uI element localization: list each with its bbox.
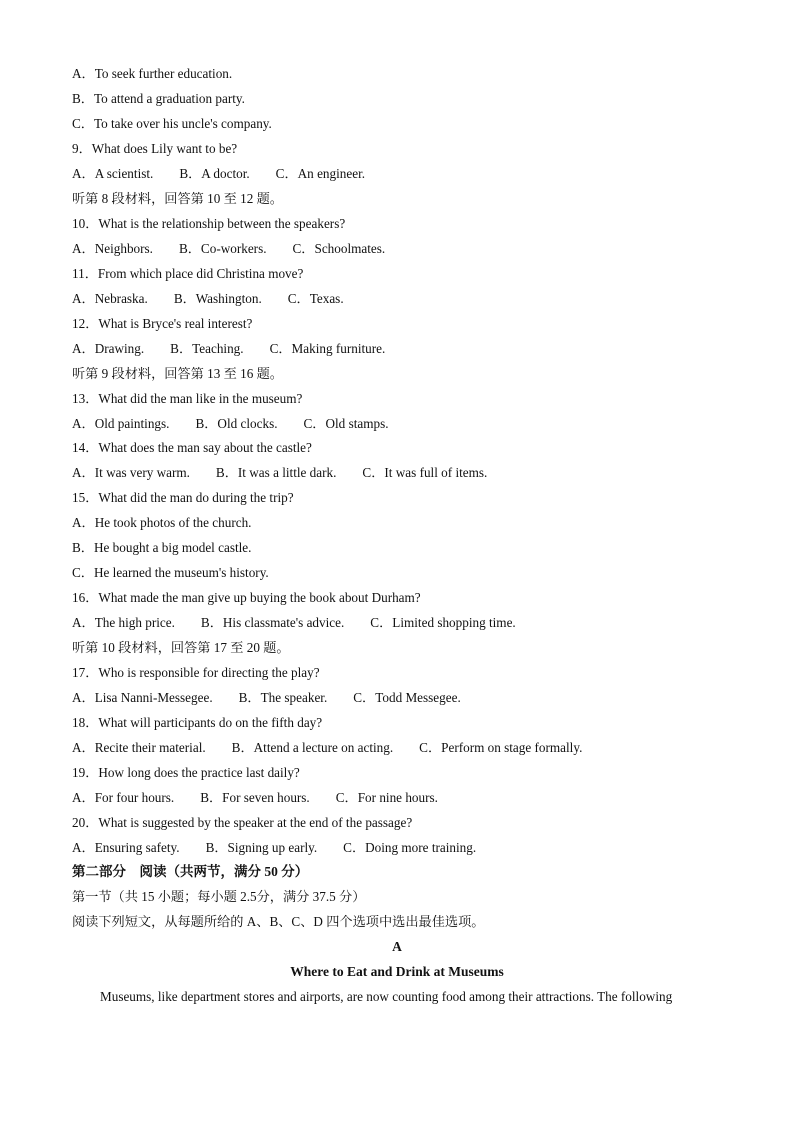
q14-stem: 14．What does the man say about the castle? bbox=[72, 440, 312, 455]
q20-option-a: A．Ensuring safety. bbox=[72, 840, 180, 855]
q9-options bbox=[72, 166, 365, 182]
q18-option-b: B．Attend a lecture on acting. bbox=[231, 740, 394, 755]
q20-option-b: B．Signing up early. bbox=[205, 840, 318, 855]
q10-options bbox=[72, 241, 385, 257]
q19-option-c: C．For nine hours. bbox=[335, 790, 438, 805]
q12-option-b: B．Teaching. bbox=[170, 341, 244, 356]
q15-option-a: A．He took photos of the church. bbox=[72, 515, 252, 530]
q17-stem: 17．Who is responsible for directing the play? bbox=[72, 665, 320, 680]
q18-stem: 18．What will participants do on the fifth day? bbox=[72, 715, 323, 730]
q14-option-c: C．It was full of items. bbox=[362, 465, 488, 480]
q10-option-c: C．Schoolmates. bbox=[292, 241, 386, 256]
section-one-heading: 第一节（共 15 小题；每小题 2.5分，满分 37.5 分） bbox=[72, 889, 366, 904]
q19-stem: 19．How long does the practice last daily? bbox=[72, 765, 300, 780]
q9-option-b: B．A doctor. bbox=[179, 166, 250, 181]
q18-options bbox=[72, 740, 582, 756]
passage-title: Where to Eat and Drink at Museums bbox=[290, 964, 504, 979]
q15-stem: 15．What did the man do during the trip? bbox=[72, 490, 294, 505]
q10-option-b: B．Co-workers. bbox=[178, 241, 267, 256]
q12-stem: 12．What is Bryce's real interest? bbox=[72, 316, 253, 331]
passage-letter: A bbox=[392, 939, 402, 954]
q12-option-a: A．Drawing. bbox=[72, 341, 145, 356]
q20-option-c: C．Doing more training. bbox=[343, 840, 477, 855]
q17-option-b: B．The speaker. bbox=[238, 690, 328, 705]
q15-option-c: C．He learned the museum's history. bbox=[72, 565, 269, 580]
q13-options bbox=[72, 416, 389, 432]
q18-option-a: A．Recite their material. bbox=[72, 740, 206, 755]
q19-option-b: B．For seven hours. bbox=[200, 790, 310, 805]
q13-option-a: A．Old paintings. bbox=[72, 416, 170, 431]
q8-option-a: A．To seek further education. bbox=[72, 66, 233, 81]
q9-option-a: A．A scientist. bbox=[72, 166, 154, 181]
q16-stem: 16．What made the man give up buying the book about Durham? bbox=[72, 590, 421, 605]
q11-option-c: C．Texas. bbox=[287, 291, 344, 306]
q17-option-c: C．Todd Messegee. bbox=[353, 690, 461, 705]
q13-option-c: C．Old stamps. bbox=[303, 416, 389, 431]
q11-option-b: B．Washington. bbox=[173, 291, 262, 306]
q9-option-c: C．An engineer. bbox=[275, 166, 366, 181]
q13-stem: 13．What did the man like in the museum? bbox=[72, 391, 303, 406]
q18-option-c: C．Perform on stage formally. bbox=[419, 740, 583, 755]
q16-option-b: B．His classmate's advice. bbox=[200, 615, 345, 630]
q20-options bbox=[72, 840, 476, 856]
q19-options bbox=[72, 790, 438, 806]
segment-10-instruction: 听第 10 段材料，回答第 17 至 20 题。 bbox=[72, 640, 290, 655]
q13-option-b: B．Old clocks. bbox=[195, 416, 278, 431]
q17-options bbox=[72, 690, 461, 706]
q10-option-a: A．Neighbors. bbox=[72, 241, 153, 256]
q14-options bbox=[72, 465, 487, 481]
q15-option-b: B．He bought a big model castle. bbox=[72, 540, 252, 555]
q14-option-a: A．It was very warm. bbox=[72, 465, 190, 480]
q9-stem: 9．What does Lily want to be? bbox=[72, 141, 238, 156]
q12-option-c: C．Making furniture. bbox=[269, 341, 386, 356]
q11-option-a: A．Nebraska. bbox=[72, 291, 148, 306]
segment-8-instruction: 听第 8 段材料，回答第 10 至 12 题。 bbox=[72, 191, 283, 206]
q14-option-b: B．It was a little dark. bbox=[215, 465, 337, 480]
q17-option-a: A．Lisa Nanni-Messegee. bbox=[72, 690, 213, 705]
passage-first-line: Museums, like department stores and airports, are now counting food among their attractions. The following bbox=[100, 989, 673, 1004]
q12-options bbox=[72, 341, 385, 357]
q16-options bbox=[72, 615, 516, 631]
q8-option-c: C．To take over his uncle's company. bbox=[72, 116, 272, 131]
q11-stem: 11．From which place did Christina move? bbox=[72, 266, 304, 281]
part-two-heading: 第二部分 阅读（共两节，满分 50 分） bbox=[72, 864, 309, 879]
q8-option-b: B．To attend a graduation party. bbox=[72, 91, 245, 106]
q16-option-a: A．The high price. bbox=[72, 615, 175, 630]
q16-option-c: C．Limited shopping time. bbox=[370, 615, 516, 630]
q19-option-a: A．For four hours. bbox=[72, 790, 175, 805]
segment-9-instruction: 听第 9 段材料，回答第 13 至 16 题。 bbox=[72, 366, 283, 381]
q11-options bbox=[72, 291, 344, 307]
reading-instructions: 阅读下列短文，从每题所给的 A、B、C、D 四个选项中选出最佳选项。 bbox=[72, 914, 485, 929]
q10-stem: 10．What is the relationship between the speakers? bbox=[72, 216, 346, 231]
q20-stem: 20．What is suggested by the speaker at the end of the passage? bbox=[72, 815, 413, 830]
